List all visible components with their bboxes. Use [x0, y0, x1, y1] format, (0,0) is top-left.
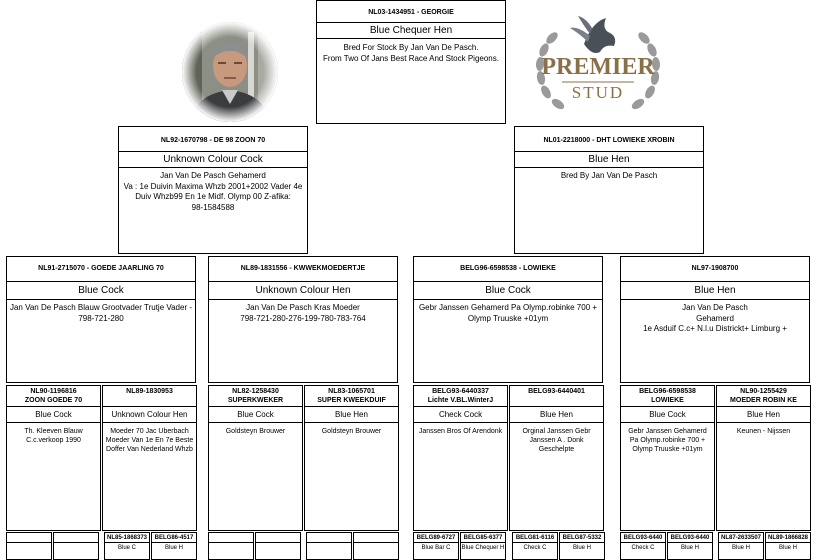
colour-label: [256, 542, 300, 543]
colour-label: [54, 542, 98, 543]
ring-number: [717, 386, 810, 405]
gen4-card: [620, 532, 666, 560]
description: [317, 38, 505, 64]
description-line: Olymp Truuske +01ym: [632, 446, 703, 453]
ring-number: NL01-2218000 - DHT LOWIEKE XROBIN: [543, 137, 675, 144]
colour-label: Blue H: [152, 542, 196, 553]
ring-number: NL89-1866828: [767, 535, 809, 541]
ring-number: BELG89-6727: [416, 535, 456, 541]
description: [209, 422, 302, 436]
colour-label: Blue H: [668, 542, 712, 553]
description: [305, 422, 398, 436]
ring-number: BELG85-6377: [463, 535, 503, 541]
description: [7, 422, 100, 445]
great-grandparent-card: [102, 385, 197, 531]
description-line: Va : 1e Duivin Maxima Whzb 2001+2002 Vader 4e: [123, 181, 303, 191]
grandparent-card: [6, 256, 196, 383]
description-line: Janssen A . Donk: [529, 437, 584, 444]
description-line: Jan Van De Pasch Blauw Grootvader Trutje Vader -: [9, 303, 192, 312]
great-grandparent-card: [413, 385, 508, 531]
gen4-card: [151, 532, 197, 560]
ring-number: [354, 533, 398, 542]
gen4-card: [6, 532, 52, 560]
ring-line: NL89-1830953: [126, 388, 173, 395]
description-line: Jan Van De Pasch Gehamerd: [160, 171, 266, 180]
description-line: Janssen Bros Of Arendonk: [418, 428, 503, 435]
ring-line: NL83-1065701: [328, 388, 375, 395]
ring-number: NL85-1868373: [106, 535, 148, 541]
ring-number: NL89-1831556 - KWWEKMOEDERTJE: [240, 265, 366, 272]
colour-label: Blue Chequer H: [461, 542, 505, 553]
colour-label: Blue Cock: [7, 406, 100, 422]
ring-line: Lichte V.BL.WinterJ: [427, 397, 494, 404]
colour-label: Blue H: [719, 542, 763, 553]
description-line: Gehamerd: [696, 313, 734, 323]
colour-label: Blue Hen: [305, 406, 398, 422]
colour-label: Check Cock: [414, 406, 507, 422]
premier-stud-logo: [532, 14, 664, 124]
ring-number: BELG87-5332: [562, 535, 602, 541]
gen4-card: [460, 532, 506, 560]
description: [209, 299, 397, 324]
ring-number: [209, 386, 302, 405]
description-line: Goldsteyn Brouwer: [321, 428, 382, 435]
ring-line: SUPERKWEKER: [227, 397, 284, 404]
colour-label: [7, 542, 51, 543]
description: [103, 422, 196, 454]
description-line: 98-1584588: [191, 202, 235, 212]
great-grandparent-card: [509, 385, 604, 531]
grandparent-card: [208, 256, 398, 383]
ring-number: BELG93-6440: [670, 535, 710, 541]
description: [414, 422, 507, 436]
description-line: 798-721-280: [78, 313, 124, 323]
ring-number: BELG93-6440: [623, 535, 663, 541]
description-line: Moeder 70 Jac Uberbach: [110, 428, 189, 435]
colour-label: Blue Cock: [414, 281, 602, 299]
description-line: Olymp Truuske +01ym: [467, 313, 549, 323]
great-grandparent-card: [304, 385, 399, 531]
gen4-card: [559, 532, 605, 560]
ring-line: NL90-1196816: [30, 388, 77, 395]
description-line: Jan Van De Pasch Kras Moeder: [246, 303, 360, 312]
description-line: Jan Van De Pasch: [682, 303, 748, 312]
colour-label: [354, 542, 398, 543]
great-grandparent-card: [6, 385, 101, 531]
colour-label: Unknown Colour Cock: [119, 151, 307, 167]
colour-label: Blue Cock: [209, 406, 302, 422]
grandparent-card: [413, 256, 603, 383]
ring-number: [307, 533, 351, 542]
description-line: Pa Olymp.robinke 700 +: [629, 437, 706, 444]
gen4-card: [208, 532, 254, 560]
ring-number: BELG81-6116: [515, 535, 555, 541]
colour-label: Blue Chequer Hen: [317, 22, 505, 38]
description-line: 798-721-280-276-199-780-783-764: [240, 313, 366, 323]
description-line: From Two Of Jans Best Race And Stock Pigeons.: [323, 54, 499, 63]
ring-number: [7, 533, 51, 542]
description: [510, 422, 603, 454]
gen4-card: [512, 532, 558, 560]
ring-number: [256, 533, 300, 542]
gen4-card: [104, 532, 150, 560]
colour-label: Blue Hen: [621, 281, 809, 299]
sire-card: [118, 126, 308, 254]
description: [515, 167, 703, 182]
description-line: Orginal Janssen Gebr: [522, 428, 591, 435]
colour-label: Blue Bar C: [414, 542, 458, 553]
gen4-card: [413, 532, 459, 560]
ring-number: [414, 386, 507, 405]
dam-card: [514, 126, 704, 254]
ring-line: NL90-1255429: [740, 388, 787, 395]
logo-text-stud: STUD: [571, 83, 625, 102]
ring-line: BELG96-6598538: [639, 388, 696, 395]
description-line: Moeder Van 1e En 7e Beste: [105, 437, 194, 444]
gen4-card: [765, 532, 811, 560]
colour-label: Blue Hen: [515, 151, 703, 167]
ring-number: [54, 533, 98, 542]
ring-number: [7, 386, 100, 405]
great-grandparent-card: [620, 385, 715, 531]
ring-number: NL97-1908700: [691, 265, 739, 272]
description: [621, 422, 714, 454]
gen4-card: [255, 532, 301, 560]
ring-line: [510, 396, 603, 405]
gen4-card: [667, 532, 713, 560]
ring-number: [103, 386, 196, 405]
great-grandparent-card: [716, 385, 811, 531]
ring-number: [621, 386, 714, 405]
colour-label: Blue H: [766, 542, 810, 553]
description: [414, 299, 602, 324]
logo-text-premier: PREMIER: [541, 54, 655, 80]
ring-number: BELG96-6598538 - LOWIEKE: [460, 265, 556, 272]
ring-line: LOWIEKE: [651, 397, 684, 404]
colour-label: Blue Cock: [621, 406, 714, 422]
ring-number: [510, 386, 603, 405]
colour-label: Unknown Colour Hen: [209, 281, 397, 299]
ring-number: NL91-2715070 - GOEDE JAARLING 70: [38, 265, 164, 272]
colour-label: Check C: [513, 542, 557, 553]
ring-line: NL82-1258430: [232, 388, 279, 395]
colour-label: Blue Cock: [7, 281, 195, 299]
subject-pigeon-card: [316, 0, 506, 124]
ring-number: NL92-1670798 - DE 98 ZOON 70: [160, 137, 266, 144]
description-line: Keunen - Nijssen: [736, 428, 791, 435]
description-line: 1e Asduif C.c+ N.l.u Districkt+ Limburg +: [643, 324, 787, 333]
description-line: C.c.verkoop 1990: [26, 437, 81, 444]
colour-label: [209, 542, 253, 543]
colour-label: [307, 542, 351, 543]
ring-number: NL87-2633507: [720, 535, 762, 541]
gen4-card: [718, 532, 764, 560]
ring-line: MOEDER ROBIN KE: [730, 397, 797, 404]
description-line: Bred For Stock By Jan Van De Pasch.: [343, 43, 479, 52]
description-line: Th. Kleeven Blauw: [24, 428, 83, 435]
ring-line: BELG93-6440337: [432, 388, 489, 395]
colour-label: Check C: [621, 542, 665, 553]
gen4-card: [53, 532, 99, 560]
description-line: Duiv Whzb99 En 1e Midf. Olymp 00 Z-afika:: [135, 192, 291, 201]
description-line: Bred By Jan Van De Pasch: [560, 171, 658, 180]
ring-number: BELG86-4517: [154, 535, 194, 541]
colour-label: Blue Hen: [717, 406, 810, 422]
gen4-card: [306, 532, 352, 560]
colour-label: Blue Hen: [510, 406, 603, 422]
gen4-card: [353, 532, 399, 560]
ring-line: [103, 396, 196, 405]
ring-number: NL03-1434951 - GEORGIE: [368, 9, 454, 16]
description-line: Gebr Janssen Gehamerd: [628, 428, 707, 435]
ring-line: SUPER KWEEKDUIF: [317, 397, 386, 404]
description-line: Doffer Van Nederland Whzb: [106, 446, 193, 453]
great-grandparent-card: [208, 385, 303, 531]
description: [621, 299, 809, 335]
ring-number: [305, 386, 398, 405]
description: [7, 299, 195, 324]
ring-line: BELG93-6440401: [528, 388, 585, 395]
ring-line: ZOON GOEDE 70: [24, 397, 83, 404]
colour-label: Unknown Colour Hen: [103, 406, 196, 422]
grandparent-card: [620, 256, 810, 383]
ring-number: [209, 533, 253, 542]
breeder-photo: [180, 22, 280, 122]
description-line: Goldsteyn Brouwer: [225, 428, 286, 435]
colour-label: Blue H: [560, 542, 604, 553]
description: [717, 422, 810, 436]
description: [119, 167, 307, 213]
description-line: Geschelpte: [538, 446, 575, 453]
description-line: Gebr Janssen Gehamerd Pa Olymp.robinke 700 +: [418, 303, 598, 312]
colour-label: Blue C: [105, 542, 149, 553]
